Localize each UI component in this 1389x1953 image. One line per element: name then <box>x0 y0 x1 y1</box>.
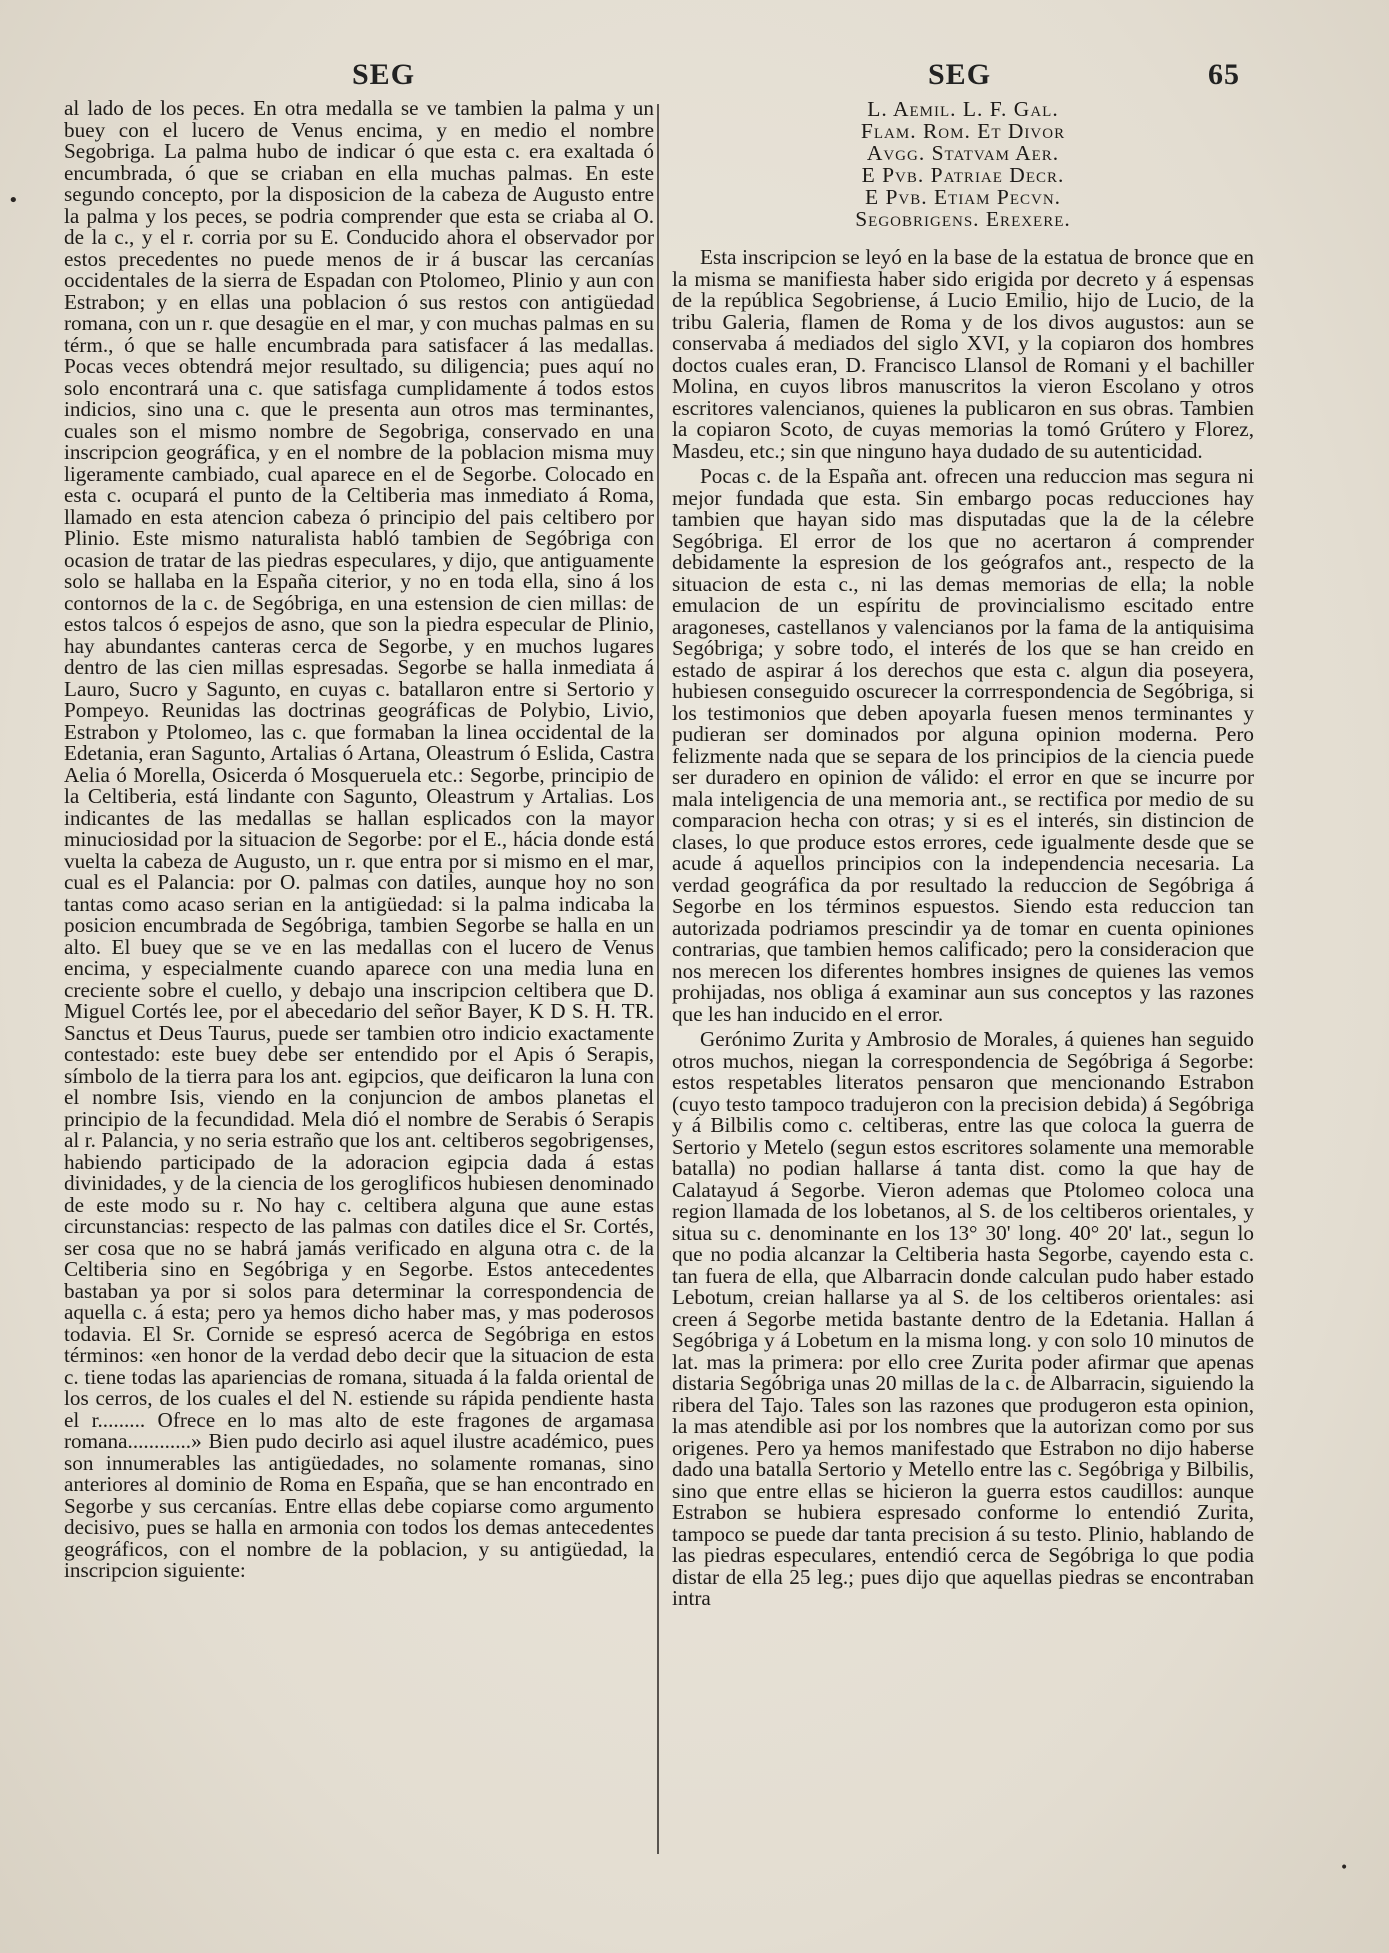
right-column <box>672 98 1254 1610</box>
page-number: 65 <box>1208 58 1240 91</box>
left-paragraph: al lado de los peces. En otra medalla se ve tambien la palma y un buey con el lucero de Venus encima, y en medio el nombre Segobriga. La palma hubo de indicar ó que esta c. era exaltada ó encumbrada, ó que se criaban en ella muchas palmas. En este segundo concepto, por la disposicion de la cabeza de Augusto entre la palma y los peces, se podria comprender que esta se criaba al O. de la c., y el r. corria por su E. Conducido ahora el observador por estos precedentes no puede menos de ir á buscar las cercanías occidentales de la sierra de Espadan con Ptolomeo, Plinio y aun con Estrabon; y en ellas una poblacion ó sus restos con antigüedad romana, con un r. que desagüe en el mar, y con muchas palmas en su térm., ó que se halle encumbrada para satisfacer á las medallas. Pocas veces obtendrá mejor resultado, su diligencia; pues aquí no solo encontrará una c. que satisfaga cumplidamente á todos estos indicios, sino una c. que le presenta aun otros mas terminantes, cuales son el mismo nombre de Segobriga, conservado en una inscripcion geográfica, y en el nombre de la poblacion misma muy ligeramente cambiado, cual aparece en el de Segorbe. Colocado en esta c. ocupará el punto de la Celtiberia mas inmediato á Roma, llamado en esta atencion cabeza ó principio del pais celtibero por Plinio. Este mismo naturalista habló tambien de Segóbriga con ocasion de tratar de las piedras especulares, y dijo, que antiguamente solo se hallaba en la España citerior, y no en toda ella, sino á los contornos de la c. de Segóbriga, en una estension de cien millas: de estos talcos ó espejos de asno, que son la piedra especular de Plinio, hay abundantes canteras cerca de Segorbe, y en muchos lugares dentro de las cien millas espresadas. Segorbe se halla inmediata á Lauro, Sucro y Sagunto, en cuyas c. batallaron entre si Sertorio y Pompeyo. Reunidas las doctrinas geográficas de Polybio, Livio, Estrabon y Ptolomeo, las c. que formaban la linea occidental de la Edetania, eran Sagunto, Artalias ó Artana, Oleastrum ó Eslida, Castra Aelia ó Morella, Osicerda ó Mosqueruela etc.: Segorbe, principio de la Celtiberia, está lindante con Sagunto, Oleastrum y Artalias. Los indicantes de las medallas se hallan esplicados con la mayor minuciosidad por la situacion de Segorbe: por el E., hácia donde está vuelta la cabeza de Augusto, un r. que entra por si mismo en el mar, cual es el Palancia: por O. palmas con datiles, aunque hoy no son tantas como acaso serian en la antigüedad: si la palma indicaba la posicion encumbrada de Segóbriga, tambien Segorbe se halla en un alto. El buey que se ve en las medallas con el lucero de Venus encima, y especialmente cuando aparece con una media luna en creciente sobre el cuello, y debajo una inscripcion celtibera que D. Miguel Cortés lee, por el abecedario del señor Bayer, K D S. H. TR. Sanctus et Deus Taurus, puede ser tambien otro indicio exactamente contestado: este buey debe ser entendido por el Apis ó Serapis, símbolo de la tierra para los ant. egipcios, que deificaron la luna con el nombre Isis, viendo en la conjuncion de ambos planetas el principio de la fecundidad. Mela dió el nombre de Serabis ó Serapis al r. Palancia, y no seria estraño que los ant. celtiberos segobrigenses, habiendo participado de la adoracion egipcia dada á estas divinidades, y de la ciencia de los geroglificos hubiesen denominado de este modo su r. No hay c. celtibera alguna que aune estas circunstancias: respecto de las palmas con datiles dice el Sr. Cortés, ser cosa que no se habrá jamás verificado en alguna otra c. de la Celtiberia sino en Segóbriga y en Segorbe. Estos antecedentes bastaban ya por si solos para determinar la correspondencia de aquella c. á esta; pero ya hemos dicho haber mas, y mas poderosos todavia. El Sr. Cornide se espresó acerca de Segóbriga en estos términos: «en honor de la verdad debo decir que la situacion de esta c. tiene todas las apariencias de romana, situada á la falda oriental de los cerros, de los cuales el del N. estiende su rápida pendiente hasta el r......... Ofrece en lo mas alto de este fragones de argamasa romana............» Bien pudo decirlo asi aquel ilustre académico, pues son innumerables las antigüedades, no solamente romanas, sino anteriores al dominio de Roma en España, que se han encontrado en Segorbe y sus cercanías. Entre ellas debe copiarse como argumento decisivo, pues se halla en armonia con todos los demas antecedentes geográficos, con el nombre de la poblacion, y su antigüedad, la inscripcion siguiente: <box>64 96 654 1582</box>
right-paragraph-1: Esta inscripcion se leyó en la base de la estatua de bronce que en la misma se manifiesta haber sido erigida por decreto y á espensas de la república Segobriense, á Lucio Emilio, hijo de Lucio, de la tribu Galeria, flamen de Roma y de los divos augustos: aun se conservaba á mediados del siglo XVI, y la copiaron dos hombres doctos cuales eran, D. Francisco Llansol de Romani y el bachiller Molina, en cuyos libros manuscritos la vieron Escolano y otros escritores valencianos, quienes la publicaron en sus obras. Tambien la copiaron Scoto, de cuyas memorias la tomó Grútero y Florez, Masdeu, etc.; sin que ninguno haya dudado de su autenticidad. <box>672 245 1254 463</box>
ink-blot-mark: • <box>8 190 19 211</box>
inscription-line: Flam. Rom. Et Divor <box>860 119 1066 143</box>
running-head-center: SEG <box>928 58 992 91</box>
left-column <box>64 98 654 1582</box>
inscription-line: E Pvb. Patriae Decr. <box>861 163 1065 187</box>
latin-inscription <box>672 98 1254 230</box>
right-paragraph-2: Pocas c. de la España ant. ofrecen una reduccion mas segura ni mejor fundada que esta. Sin embargo pocas reducciones hay tambien que hayan sido mas disputadas que la de la célebre Segóbriga. El error de los que no acertaron á comprender debidamente la espresion de los geógrafos ant., respecto de la situacion de esta c., ni las demas memorias de ella; la noble emulacion de un espíritu de provincialismo escitado entre aragoneses, castellanos y valencianos por la fama de la antiquisima Segóbriga; y sobre todo, el interés de los que se han creido en estado de aspirar á los derechos que esta c. algun dia poseyera, hubiesen conseguido oscurecer la corrrespondencia de Segóbriga, si los testimonios que deben apoyarla fuesen menos terminantes y pudieran ser dominados por alguna opinion moderna. Pero felizmente nada que se separa de los principios de la ciencia puede ser duradero en opinion de válido: el error en que se incurre por mala inteligencia de una memoria ant., se rectifica por medio de su comparacion hecha con otras; y si es el interés, sin distincion de clases, lo que produce estos errores, cede igualmente desde que se acude á aquellos principios con la independencia necesaria. La verdad geográfica da por resultado la reduccion de Segóbriga á Segorbe en los términos espuestos. Siendo esta reduccion tan autorizada podriamos prescindir ya de tomar en cuenta opiniones contrarias, que tambien hemos calificado; pero la consideracion que nos merecen los diferentes hombres insignes de quienes las vemos prohijadas, nos obliga á examinar aun sus conceptos y las razones que les han inducido en el error. <box>672 464 1254 1026</box>
inscription-line: E Pvb. Etiam Pecvn. <box>864 185 1062 209</box>
column-divider <box>657 104 659 1854</box>
inscription-line: L. Aemil. L. F. Gal. <box>867 97 1059 121</box>
right-paragraph-3: Gerónimo Zurita y Ambrosio de Morales, á quienes han seguido otros muchos, niegan la correspondencia de Segóbriga á Segorbe: estos respetables literatos pensaron que mencionando Estrabon (cuyo testo tampoco tradujeron con la precision debida) á Segóbriga y á Bilbilis como c. celtiberas, entre las que coloca la guerra de Sertorio y Metelo (segun estos escritores solamente una memorable batalla) no podian hallarse á tanta dist. como la que hay de Calatayud á Segorbe. Vieron ademas que Ptolomeo coloca una region llamada de los lobetanos, al S. de los celtiberos orientales, y situa su c. denominante en los 13° 30' long. 40° 20' lat., segun lo que no podia alcanzar la Celtiberia hasta Segorbe, cayendo esta c. tan fuera de ella, que Albarracin donde calculan pudo haber estado Lebotum, creian hallarse ya al S. de los celtiberos orientales: asi creen á Segorbe metida bastante dentro de la Edetania. Hallan á Segóbriga y á Lobetum en la misma long. y con solo 10 minutos de lat. mas la primera: por ello cree Zurita poder afirmar que apenas distaria Segóbriga unas 20 millas de la c. de Albarracin, siguiendo la ribera del Tajo. Tales son las razones que produgeron esta opinion, la mas atendible asi por los nombres que la autorizan como por sus origenes. Pero ya hemos manifestado que Estrabon no dijo haberse dado una batalla Sertorio y Metello entre las c. Segóbriga y Bilbilis, sino que entre ellas se hicieron la guerra estos caudillos: aunque Estrabon se hubiera espresado conforme lo entendió Zurita, tampoco se puede dar tanta precision á su testo. Plinio, hablando de las piedras especulares, entendió cerca de Segóbriga lo que podia distar de ella 25 leg.; pues dijo que aquellas piedras se encontraban intra <box>672 1027 1254 1610</box>
inscription-line: Segobrigens. Erexere. <box>855 207 1071 231</box>
inscription-line: Avgg. Statvam Aer. <box>866 141 1060 165</box>
running-head-left: SEG <box>352 58 416 91</box>
ink-dot-mark: • <box>1340 1860 1349 1876</box>
